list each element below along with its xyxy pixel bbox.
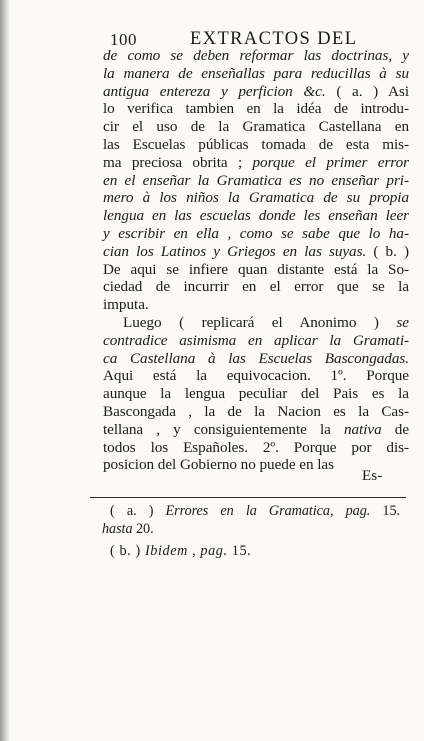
running-title: EXTRACTOS DEL bbox=[190, 29, 358, 49]
text-line bbox=[103, 65, 409, 83]
italic-text: antigua entereza y perficion &c. bbox=[103, 82, 326, 100]
text-line bbox=[103, 278, 409, 296]
text-line bbox=[103, 367, 409, 385]
page-number: 100 bbox=[110, 30, 137, 49]
text-line bbox=[103, 243, 409, 261]
italic-text: de como se deben reformar las doctrinas, y bbox=[103, 47, 409, 64]
text-line bbox=[103, 100, 409, 118]
text-run: ( a. ) bbox=[110, 503, 166, 519]
text-line bbox=[103, 350, 409, 368]
italic-text: Errores en la Gramatica bbox=[165, 503, 330, 519]
text-run: aunque la lengua peculiar del Pais es la bbox=[103, 385, 409, 403]
text-line bbox=[103, 225, 409, 243]
text-run: Aqui está la equivocacion. 1º. Porque bbox=[103, 367, 409, 385]
text-line bbox=[103, 439, 409, 457]
text-line bbox=[110, 503, 400, 521]
text-line bbox=[103, 172, 409, 190]
text-line bbox=[103, 421, 409, 439]
text-line bbox=[103, 154, 409, 172]
text-run: 15. bbox=[227, 542, 252, 559]
text-run: las Escuelas públicas tomada de esta mis- bbox=[103, 135, 409, 153]
text-run: ( a. ) Asi bbox=[325, 82, 409, 100]
text-line bbox=[103, 207, 409, 225]
text-run: De aqui se infiere quan distante está la So- bbox=[103, 260, 409, 278]
text-run: 15. bbox=[370, 503, 400, 519]
body-text bbox=[103, 47, 409, 474]
italic-text: Ibidem bbox=[144, 542, 188, 559]
text-line bbox=[103, 332, 409, 350]
text-run: ( b. ) bbox=[366, 242, 410, 260]
text-run: ciedad de incurrir en el error que se la bbox=[103, 278, 409, 296]
text-run: Luego ( replicará el Anonimo ) bbox=[123, 313, 397, 331]
catchword: Es- bbox=[362, 467, 383, 484]
italic-text: en el enseñar la Gramatica es no enseñar pri- bbox=[103, 171, 409, 189]
italic-text: se bbox=[396, 313, 409, 331]
italic-text: ca Castellana à las Escuelas Bascongadas. bbox=[103, 349, 409, 367]
italic-text: hasta bbox=[102, 520, 133, 537]
text-line bbox=[102, 521, 400, 539]
text-run: ( b. ) bbox=[110, 542, 145, 559]
text-run: cir el uso de la Gramatica Castellana en bbox=[103, 118, 409, 136]
text-run: posicion del Gobierno no puede en las bbox=[103, 456, 334, 474]
text-run: Bascongada , la de la Nacion es la Cas- bbox=[103, 402, 409, 420]
text-line bbox=[103, 403, 409, 421]
text-run: tellana , y consiguientemente la bbox=[103, 420, 344, 438]
italic-text: pag. bbox=[200, 542, 228, 559]
text-line bbox=[103, 385, 409, 403]
italic-text: porque el primer error bbox=[252, 153, 410, 171]
text-run: de bbox=[381, 420, 410, 438]
text-run: 20. bbox=[132, 520, 154, 537]
italic-text: pag. bbox=[345, 503, 371, 519]
text-line bbox=[103, 83, 409, 101]
italic-text: contradice asimisma en aplicar la Gramati- bbox=[103, 331, 409, 349]
text-line bbox=[103, 296, 409, 314]
text-line bbox=[103, 189, 409, 207]
text-line bbox=[103, 261, 409, 279]
text-line bbox=[103, 118, 409, 136]
text-run: ma preciosa obrita ; bbox=[103, 153, 253, 171]
text-line bbox=[103, 136, 409, 154]
text-line bbox=[110, 543, 400, 561]
gutter-shadow bbox=[0, 0, 10, 741]
text-run: , bbox=[187, 542, 201, 559]
italic-text: nativa bbox=[343, 420, 382, 438]
italic-text: mero à los niños la Gramatica de su propia bbox=[103, 189, 409, 207]
text-line bbox=[103, 314, 409, 332]
text-run: imputa. bbox=[103, 296, 149, 314]
text-run: , bbox=[329, 503, 346, 519]
italic-text: lengua en las escuelas donde les enseñan leer bbox=[103, 207, 409, 225]
italic-text: y escribir en ella , como se sabe que lo ha- bbox=[103, 224, 409, 242]
footnotes bbox=[102, 503, 400, 560]
italic-text: la manera de enseñallas para reducillas à su bbox=[103, 64, 409, 82]
text-run: lo verifica tambien en la idéa de introdu- bbox=[103, 100, 409, 118]
footnote-rule bbox=[90, 497, 406, 498]
text-line bbox=[103, 47, 409, 65]
text-run: todos los Españoles. 2º. Porque por dis- bbox=[103, 438, 409, 456]
italic-text: cian los Latinos y Griegos en las suyas. bbox=[103, 242, 367, 260]
